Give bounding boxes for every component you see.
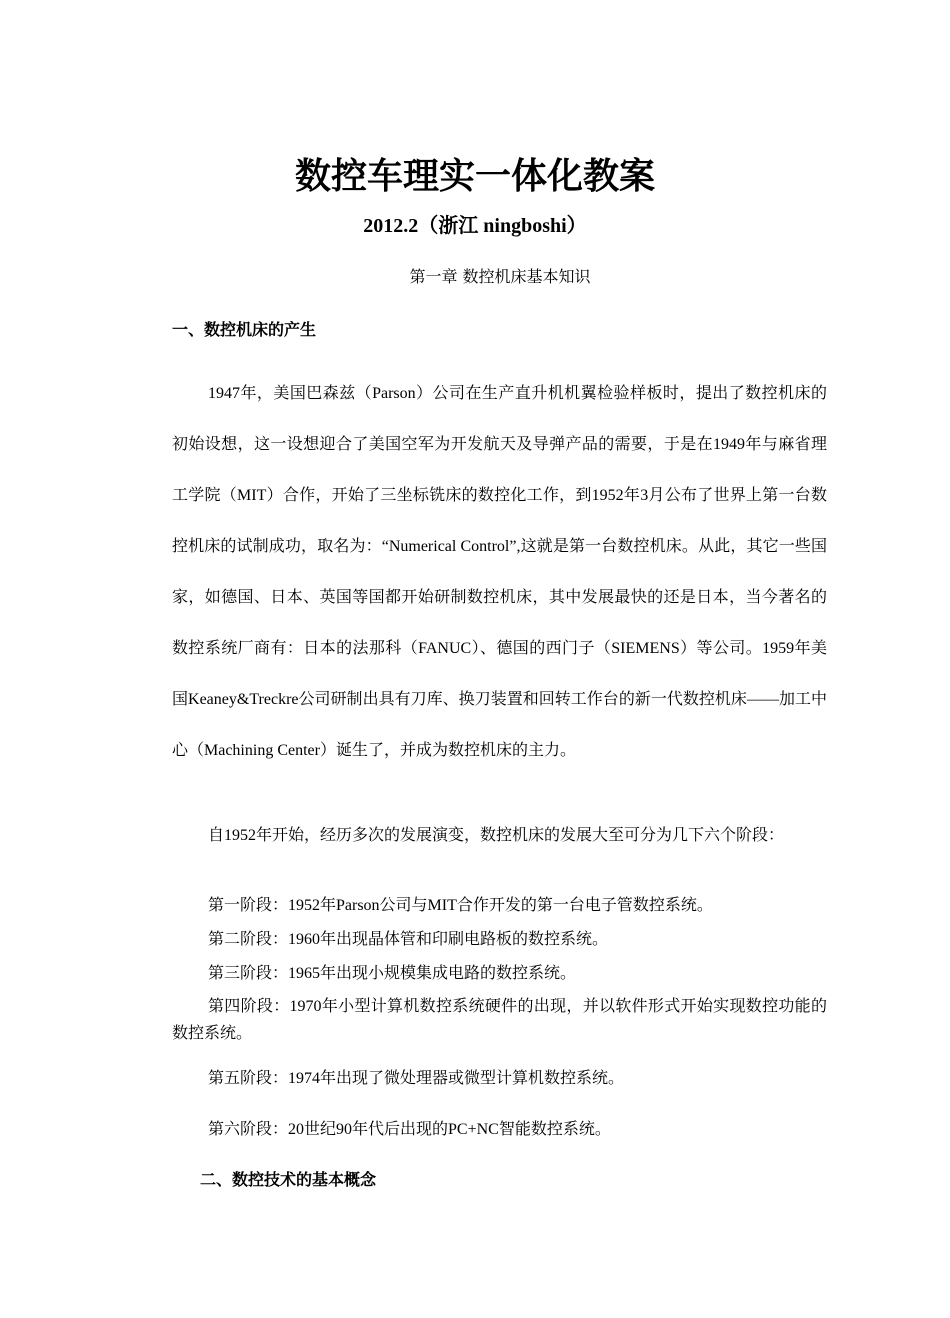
document-subtitle: 2012.2（浙江 ningboshi） — [363, 215, 587, 237]
body-paragraph: 自1952年开始，经历多次的发展演变，数控机床的发展大至可分为几下六个阶段： — [208, 827, 785, 844]
section-heading: 二、数控技术的基本概念 — [200, 1170, 377, 1189]
stage-item: 第一阶段：1952年Parson公司与MIT合作开发的第一台电子管数控系统。 — [208, 897, 713, 914]
stage-item: 第六阶段：20世纪90年代后出现的PC+NC智能数控系统。 — [208, 1121, 611, 1138]
stage-item: 第五阶段：1974年出现了微处理器或微型计算机数控系统。 — [208, 1070, 625, 1087]
stage-item: 第三阶段：1965年出现小规模集成电路的数控系统。 — [208, 965, 577, 982]
chapter-heading: 第一章 数控机床基本知识 — [409, 267, 591, 286]
stage-item: 第二阶段：1960年出现晶体管和印刷电路板的数控系统。 — [208, 931, 609, 948]
document-title: 数控车理实一体化教案 — [294, 155, 655, 197]
stage-item: 第四阶段：1970年小型计算机数控系统硬件的出现，并以软件形式开始实现数控功能的数控系统。 — [172, 998, 827, 1042]
body-paragraph: 1947年，美国巴森兹（Parson）公司在生产直升机机翼检验样板时，提出了数控机床的初始设想，这一设想迎合了美国空军为开发航天及导弹产品的需要，于是在1949年与麻省理工学院（MIT）合作，开始了三坐标铣床的数控化工作，到1952年3月公布了世界上第一台数控机床的试制成功，取名为：“Numerical Control”,这就是第一台数控机床。从此，其它一些国家，如德国、日本、英国等国都开始研制数控机床，其中发展最快的还是日本，当今著名的数控系统厂商有：日本的法那科（FANUC）、德国的西门子（SIEMENS）等公司。1959年美国Keaney&Treckre公司研制出具有刀库、换刀装置和回转工作台的新一代数控机床——加工中心（Machining Center）诞生了，并成为数控机床的主力。 — [172, 385, 827, 759]
section-heading: 一、数控机床的产生 — [172, 320, 317, 339]
